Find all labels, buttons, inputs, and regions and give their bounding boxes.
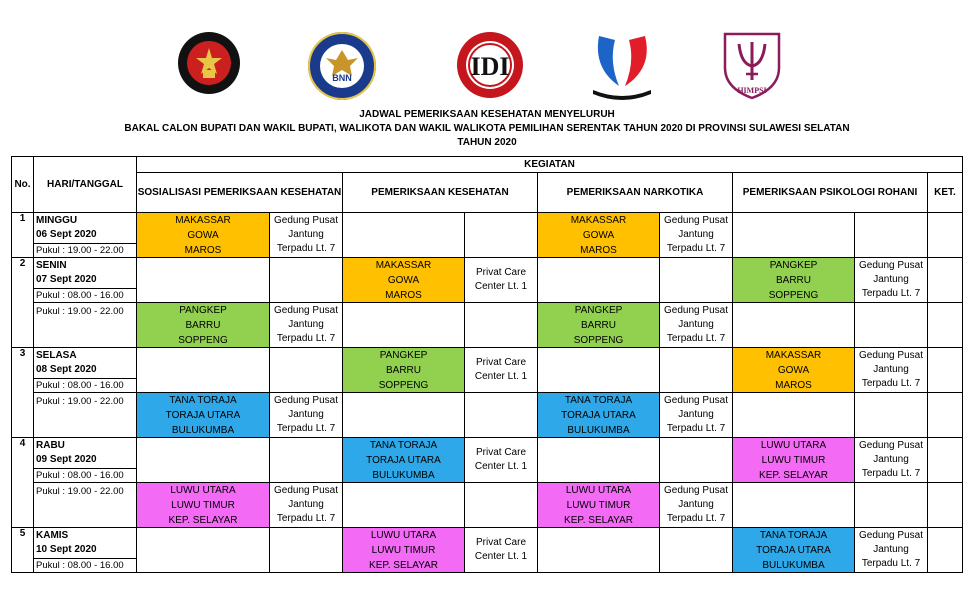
- region-group-cell: [733, 348, 855, 393]
- header-day: HARI/TANGGAL: [34, 157, 137, 213]
- venue-cell: [855, 438, 928, 483]
- venue-line: Jantung: [873, 454, 909, 465]
- region-name: TANA TORAJA: [564, 394, 633, 406]
- table-row: [12, 528, 963, 573]
- session-time-cell: [34, 393, 137, 438]
- region-group-cell: [733, 438, 855, 483]
- region-group-cell: [538, 303, 660, 348]
- region-name: GOWA: [387, 274, 420, 286]
- venue-line: Terpadu Lt. 7: [276, 513, 336, 524]
- empty-cell: [270, 348, 343, 393]
- day-date: 07 Sept 2020: [36, 274, 97, 285]
- day-date: 10 Sept 2020: [36, 544, 97, 555]
- bnn-center-text: BNN: [332, 73, 352, 83]
- venue-line: Jantung: [873, 274, 909, 285]
- venue-line: Gedung Pusat: [274, 395, 338, 406]
- venue-cell: [270, 303, 343, 348]
- region-name: PANGKEP: [769, 259, 818, 271]
- ppni-logo: [589, 28, 655, 102]
- venue-cell: [465, 258, 538, 303]
- venue-cell: [855, 258, 928, 303]
- day-name: KAMIS: [36, 530, 69, 541]
- venue-cell: [660, 393, 733, 438]
- row-number: 4: [12, 438, 34, 528]
- empty-cell: [733, 483, 855, 528]
- venue-line: Gedung Pusat: [859, 530, 923, 541]
- venue-line: Jantung: [678, 229, 714, 240]
- region-name: TANA TORAJA: [169, 394, 237, 406]
- empty-cell: [270, 528, 343, 573]
- session-time: Pukul : 19.00 - 22.00: [36, 396, 124, 407]
- region-name: LUWU TIMUR: [566, 499, 631, 511]
- region-name: BULUKUMBA: [567, 424, 630, 436]
- venue-line: Center Lt. 1: [474, 461, 528, 472]
- day-name: MINGGU: [36, 215, 78, 226]
- venue-line: Terpadu Lt. 7: [276, 423, 336, 434]
- region-group-cell: [538, 483, 660, 528]
- venue-line: Terpadu Lt. 7: [666, 243, 726, 254]
- venue-line: Terpadu Lt. 7: [861, 288, 921, 299]
- region-name: GOWA: [777, 364, 810, 376]
- empty-cell: [733, 393, 855, 438]
- region-group-cell: [538, 213, 660, 258]
- venue-line: Terpadu Lt. 7: [861, 558, 921, 569]
- empty-cell: [538, 348, 660, 393]
- venue-cell: [270, 393, 343, 438]
- venue-cell: [465, 438, 538, 483]
- venue-line: Privat Care: [475, 537, 526, 548]
- venue-line: Gedung Pusat: [859, 440, 923, 451]
- table-row: [12, 213, 963, 258]
- region-name: KEP. SELAYAR: [369, 559, 438, 571]
- region-group-cell: [137, 213, 270, 258]
- day-cell: [34, 258, 137, 303]
- venue-cell: [660, 213, 733, 258]
- kpu-logo: [176, 30, 242, 96]
- empty-cell: [270, 438, 343, 483]
- day-date: 08 Sept 2020: [36, 364, 97, 375]
- schedule-table: [11, 156, 963, 573]
- venue-line: Terpadu Lt. 7: [666, 333, 726, 344]
- venue-cell: [465, 348, 538, 393]
- region-name: LUWU UTARA: [565, 484, 632, 496]
- empty-cell: [137, 438, 270, 483]
- region-name: TANA TORAJA: [759, 529, 828, 541]
- region-name: BARRU: [385, 364, 421, 376]
- venue-line: Center Lt. 1: [474, 371, 528, 382]
- empty-cell: [660, 528, 733, 573]
- venue-line: Privat Care: [475, 357, 526, 368]
- empty-cell: [538, 528, 660, 573]
- venue-line: Gedung Pusat: [274, 485, 338, 496]
- empty-cell: [465, 303, 538, 348]
- header-narkotika: PEMERIKSAAN NARKOTIKA: [538, 173, 733, 213]
- ket-cell: [928, 438, 963, 483]
- region-group-cell: [343, 348, 465, 393]
- day-name: SENIN: [36, 260, 67, 271]
- empty-cell: [465, 213, 538, 258]
- empty-cell: [855, 393, 928, 438]
- venue-cell: [855, 348, 928, 393]
- ket-cell: [928, 258, 963, 303]
- session-time: Pukul : 19.00 - 22.00: [36, 486, 124, 497]
- empty-cell: [270, 258, 343, 303]
- session-time: Pukul : 08.00 - 16.00: [34, 468, 136, 483]
- region-name: KEP. SELAYAR: [564, 514, 633, 526]
- region-group-cell: [733, 258, 855, 303]
- region-name: BULUKUMBA: [762, 559, 825, 571]
- idi-logo: [455, 30, 525, 100]
- venue-line: Jantung: [288, 319, 324, 330]
- table-row: [12, 393, 963, 438]
- venue-cell: [660, 483, 733, 528]
- region-name: TORAJA UTARA: [756, 544, 831, 556]
- region-group-cell: [538, 393, 660, 438]
- venue-line: Center Lt. 1: [474, 551, 528, 562]
- empty-cell: [733, 213, 855, 258]
- region-name: MAROS: [580, 244, 617, 256]
- header-kegiatan: KEGIATAN: [137, 157, 963, 173]
- empty-cell: [465, 483, 538, 528]
- day-name: SELASA: [36, 350, 77, 361]
- venue-cell: [270, 483, 343, 528]
- day-date: 06 Sept 2020: [36, 229, 97, 240]
- venue-line: Terpadu Lt. 7: [861, 378, 921, 389]
- empty-cell: [660, 438, 733, 483]
- venue-line: Privat Care: [475, 267, 526, 278]
- ket-cell: [928, 393, 963, 438]
- region-name: KEP. SELAYAR: [759, 469, 828, 481]
- venue-line: Gedung Pusat: [859, 260, 923, 271]
- empty-cell: [855, 213, 928, 258]
- region-name: SOPPENG: [378, 379, 429, 391]
- table-row: [12, 483, 963, 528]
- day-cell: [34, 213, 137, 258]
- day-name: RABU: [36, 440, 65, 451]
- empty-cell: [855, 483, 928, 528]
- header-no: No.: [12, 157, 34, 213]
- region-name: SOPPENG: [768, 289, 819, 301]
- region-name: BULUKUMBA: [171, 424, 235, 436]
- region-group-cell: [343, 258, 465, 303]
- region-name: TORAJA UTARA: [561, 409, 636, 421]
- region-name: SOPPENG: [178, 334, 228, 346]
- venue-line: Center Lt. 1: [474, 281, 528, 292]
- empty-cell: [343, 303, 465, 348]
- ket-cell: [928, 213, 963, 258]
- region-group-cell: [343, 528, 465, 573]
- venue-cell: [465, 528, 538, 573]
- header-ket: KET.: [928, 173, 963, 213]
- region-group-cell: [733, 528, 855, 573]
- ket-cell: [928, 303, 963, 348]
- row-number: 1: [12, 213, 34, 258]
- day-date: 09 Sept 2020: [36, 454, 97, 465]
- row-number: 2: [12, 258, 34, 348]
- doc-title-line3: TAHUN 2020: [457, 137, 517, 148]
- venue-line: Jantung: [288, 229, 324, 240]
- venue-line: Jantung: [678, 499, 714, 510]
- venue-line: Gedung Pusat: [664, 485, 728, 496]
- region-name: MAKASSAR: [175, 214, 231, 226]
- row-number: 5: [12, 528, 34, 573]
- session-time: Pukul : 19.00 - 22.00: [36, 306, 124, 317]
- table-row: [12, 303, 963, 348]
- region-name: TANA TORAJA: [369, 439, 438, 451]
- session-time: Pukul : 08.00 - 16.00: [34, 378, 136, 393]
- himpsi-logo: [719, 30, 785, 102]
- venue-line: Terpadu Lt. 7: [666, 513, 726, 524]
- doc-title-line2: BAKAL CALON BUPATI DAN WAKIL BUPATI, WALIKOTA DAN WAKIL WALIKOTA PEMILIHAN SERENTAK TAHUN 2020 DI PROVINSI SULAWESI SELATAN: [124, 123, 850, 134]
- schedule-body: [12, 213, 963, 573]
- empty-cell: [137, 348, 270, 393]
- region-name: PANGKEP: [179, 304, 227, 316]
- region-name: MAROS: [775, 379, 812, 391]
- bnn-logo: [306, 30, 378, 102]
- region-name: LUWU TIMUR: [371, 544, 436, 556]
- region-name: TORAJA UTARA: [165, 409, 241, 421]
- region-name: MAROS: [184, 244, 222, 256]
- venue-line: Jantung: [873, 544, 909, 555]
- venue-line: Privat Care: [475, 447, 526, 458]
- session-time: Pukul : 08.00 - 16.00: [34, 288, 136, 303]
- region-name: BARRU: [775, 274, 811, 286]
- table-row: [12, 258, 963, 303]
- empty-cell: [465, 393, 538, 438]
- empty-cell: [137, 258, 270, 303]
- venue-line: Jantung: [678, 319, 714, 330]
- venue-line: Gedung Pusat: [664, 305, 728, 316]
- ket-cell: [928, 483, 963, 528]
- region-name: LUWU TIMUR: [171, 499, 235, 511]
- venue-line: Terpadu Lt. 7: [666, 423, 726, 434]
- region-name: LUWU UTARA: [170, 484, 236, 496]
- doc-title-line1: JADWAL PEMERIKSAAN KESEHATAN MENYELURUH: [359, 109, 615, 120]
- session-time: Pukul : 08.00 - 16.00: [34, 558, 136, 573]
- region-name: MAKASSAR: [570, 214, 627, 226]
- venue-line: Gedung Pusat: [274, 215, 338, 226]
- header-psikologi: PEMERIKSAAN PSIKOLOGI ROHANI: [733, 173, 928, 213]
- region-group-cell: [343, 438, 465, 483]
- empty-cell: [343, 483, 465, 528]
- region-name: BULUKUMBA: [372, 469, 435, 481]
- region-name: BARRU: [580, 319, 616, 331]
- region-name: GOWA: [582, 229, 615, 241]
- venue-cell: [855, 528, 928, 573]
- empty-cell: [660, 258, 733, 303]
- idi-text: IDI: [470, 52, 510, 81]
- empty-cell: [343, 213, 465, 258]
- empty-cell: [855, 303, 928, 348]
- venue-line: Jantung: [678, 409, 714, 420]
- session-time: Pukul : 19.00 - 22.00: [34, 243, 136, 258]
- venue-line: Jantung: [288, 409, 324, 420]
- session-time-cell: [34, 483, 137, 528]
- region-name: TORAJA UTARA: [366, 454, 441, 466]
- region-group-cell: [137, 483, 270, 528]
- venue-line: Terpadu Lt. 7: [276, 333, 336, 344]
- venue-line: Jantung: [288, 499, 324, 510]
- region-name: GOWA: [187, 229, 219, 241]
- empty-cell: [538, 258, 660, 303]
- header-kesehatan: PEMERIKSAAN KESEHATAN: [343, 173, 538, 213]
- ket-cell: [928, 528, 963, 573]
- day-cell: [34, 528, 137, 573]
- region-name: KEP. SELAYAR: [168, 514, 238, 526]
- region-name: MAKASSAR: [765, 349, 822, 361]
- header-sosialisasi: SOSIALISASI PEMERIKSAAN KESEHATAN: [137, 173, 343, 213]
- region-group-cell: [137, 303, 270, 348]
- ket-cell: [928, 348, 963, 393]
- region-name: LUWU UTARA: [760, 439, 827, 451]
- region-group-cell: [137, 393, 270, 438]
- region-name: SOPPENG: [573, 334, 624, 346]
- table-row: [12, 348, 963, 393]
- empty-cell: [733, 303, 855, 348]
- region-name: BARRU: [185, 319, 221, 331]
- empty-cell: [538, 438, 660, 483]
- venue-line: Gedung Pusat: [664, 215, 728, 226]
- venue-cell: [270, 213, 343, 258]
- region-name: MAKASSAR: [375, 259, 432, 271]
- empty-cell: [137, 528, 270, 573]
- table-row: [12, 438, 963, 483]
- venue-line: Gedung Pusat: [664, 395, 728, 406]
- region-name: MAROS: [385, 289, 422, 301]
- region-name: LUWU TIMUR: [761, 454, 826, 466]
- venue-line: Jantung: [873, 364, 909, 375]
- region-name: PANGKEP: [574, 304, 623, 316]
- empty-cell: [660, 348, 733, 393]
- venue-line: Terpadu Lt. 7: [276, 243, 336, 254]
- venue-line: Gedung Pusat: [859, 350, 923, 361]
- venue-cell: [660, 303, 733, 348]
- region-name: PANGKEP: [379, 349, 428, 361]
- region-name: LUWU UTARA: [370, 529, 437, 541]
- himpsi-text: HIMPSI: [737, 86, 767, 95]
- venue-line: Gedung Pusat: [274, 305, 338, 316]
- day-cell: [34, 348, 137, 393]
- row-number: 3: [12, 348, 34, 438]
- day-cell: [34, 438, 137, 483]
- session-time-cell: [34, 303, 137, 348]
- empty-cell: [343, 393, 465, 438]
- venue-line: Terpadu Lt. 7: [861, 468, 921, 479]
